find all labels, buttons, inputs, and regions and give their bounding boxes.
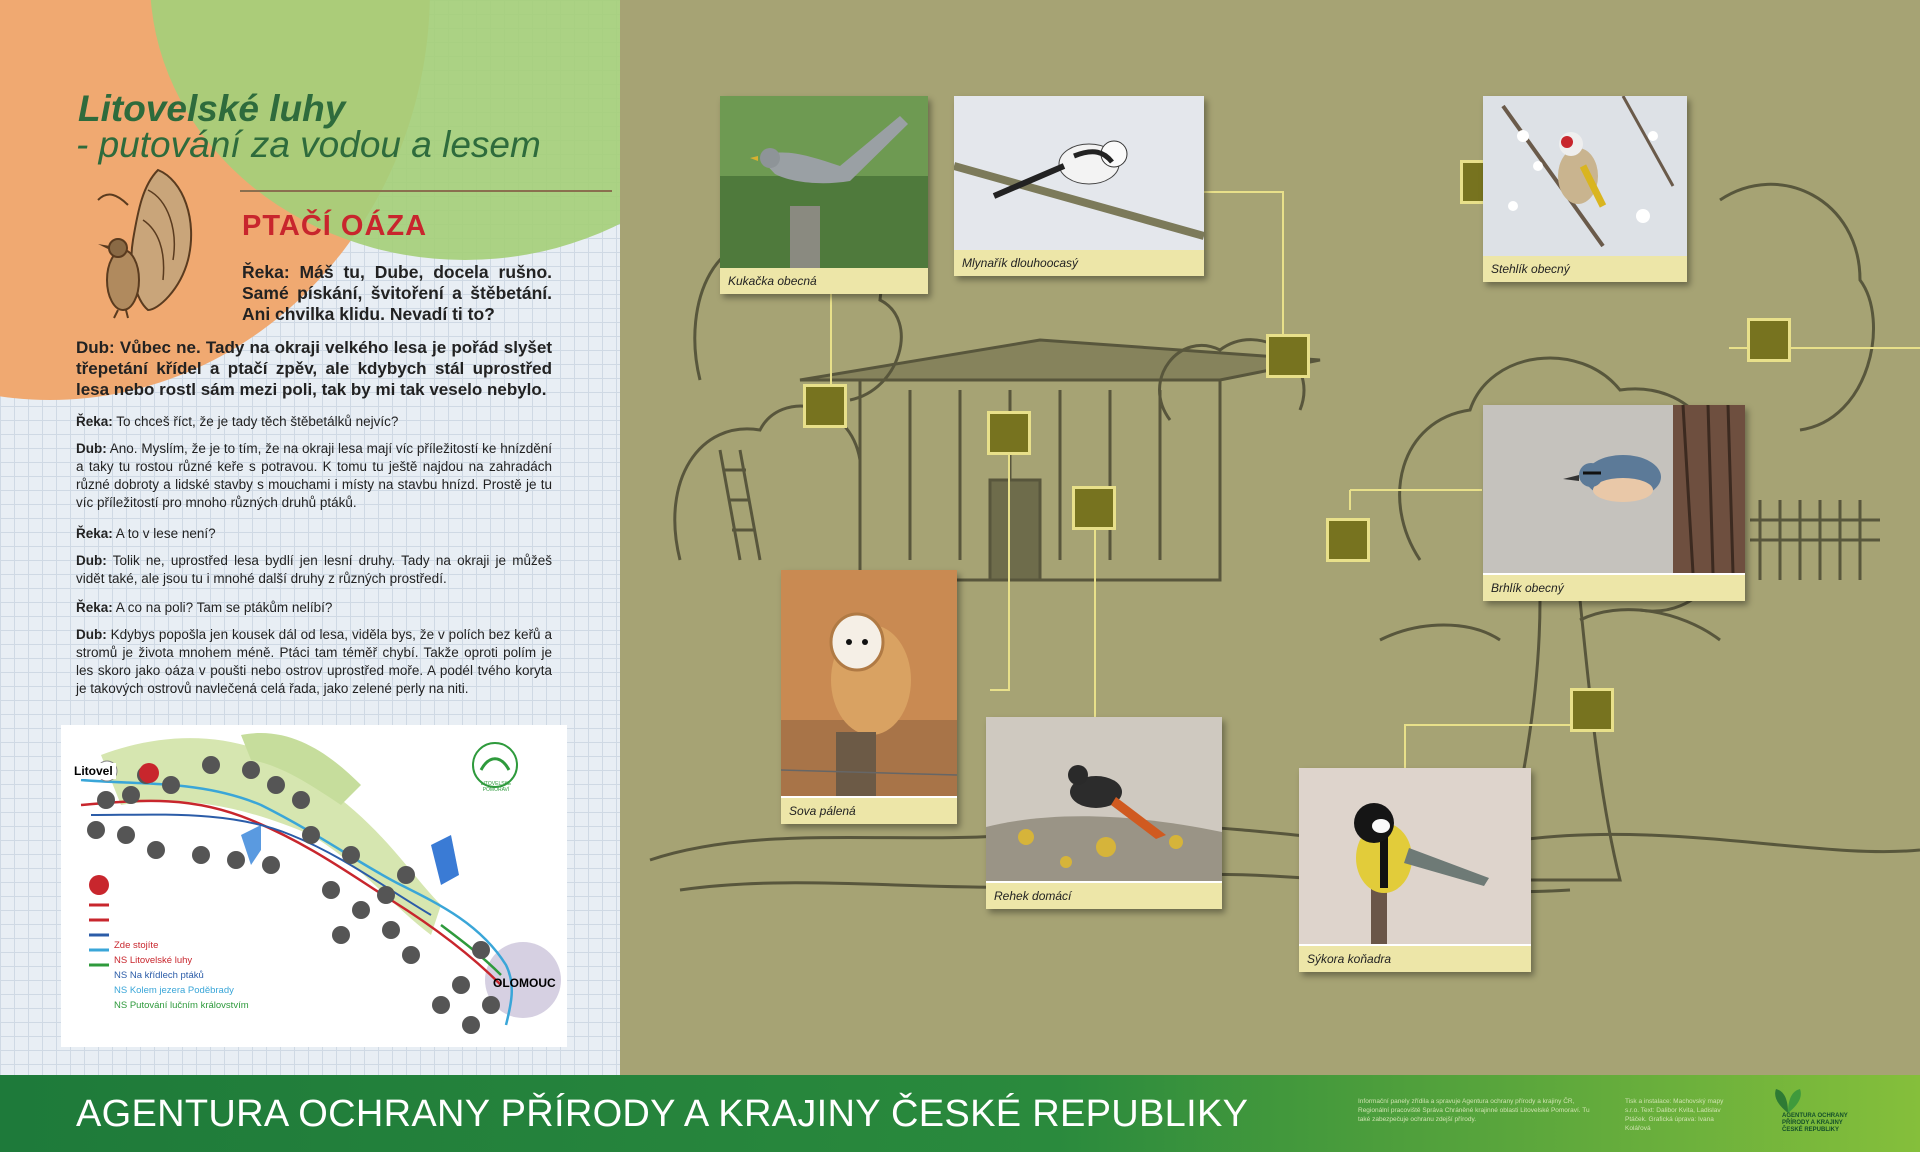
legend-item: NS Kolem jezera Poděbrady (114, 985, 234, 996)
speaker-label: Dub: (76, 627, 107, 642)
dialogue-text: Vůbec ne. Tady na okraji velkého lesa je pořád slyšet třepetání křídel a ptačí zpěv, ale kdybych stál uprostřed lesa nebo rostl sám mezi poli, tak by mi tak veselo nebylo. (76, 338, 552, 399)
info-panel (0, 0, 620, 1075)
kukacka-photo (720, 96, 928, 268)
bird-caption: Stehlík obecný (1483, 256, 1687, 282)
bird-caption: Mlynařík dlouhoocasý (954, 250, 1204, 276)
footer-agency-title: AGENTURA OCHRANY PŘÍRODY A KRAJINY ČESKÉ REPUBLIKY (76, 1093, 1249, 1135)
footer-credits-text: Tisk a instalace: Machovský mapy s.r.o. Text: Dalibor Kvita, Ladislav Ptáček. Grafická úprava: Ivana Kolářová (1625, 1098, 1724, 1132)
dialogue-text: Kdybys popošla jen kousek dál od lesa, viděla bys, že v polích bez keřů a stromů je života mnohem méně. Ptáci tam téměř chybí. Takže oproti polím je les skoro jako oáza v poušti nebo ostrov uprostřed moře. A podél tvého koryta je takových ostrovů navlečená celá řada, jako zelené perly na niti. (76, 627, 552, 696)
sykora-photo (1299, 768, 1531, 944)
speaker-label: Řeka: (242, 262, 290, 282)
stehlik-photo (1483, 96, 1687, 256)
speaker-label: Dub: (76, 338, 115, 357)
section-title: PTAČÍ OÁZA (242, 210, 428, 242)
legend-item: Zde stojíte (114, 940, 159, 951)
dialogue-line (76, 552, 552, 588)
intro-paragraph (242, 262, 552, 325)
title-divider (240, 190, 612, 192)
connector-marker (1326, 518, 1370, 562)
dialogue-line (76, 440, 552, 512)
mlynarik-photo (954, 96, 1204, 254)
map-label-olomouc: OLOMOUC (493, 976, 556, 990)
panel-title: Litovelské luhy (78, 88, 346, 129)
bird-nest-illustration (88, 160, 208, 320)
sova-photo (781, 570, 957, 796)
connector-marker (1747, 318, 1791, 362)
dialogue-text: Tolik ne, uprostřed lesa bydlí jen lesní druhy. Tady na okraji je můžeš vidět také, ale jsou tu i mnohé další druhy z různých prostředí. (76, 553, 552, 586)
dialogue-line (76, 413, 552, 431)
map-legend (114, 938, 249, 1013)
bird-card-sykora (1299, 768, 1531, 972)
bird-caption: Brhlík obecný (1483, 575, 1745, 601)
leaf-logo-icon (1768, 1085, 1808, 1115)
speaker-label: Řeka: (76, 414, 113, 429)
legend-item: NS Litovelské luhy (114, 955, 193, 966)
dialogue-text: Ano. Myslím, že je to tím, že na okraji lesa mají víc příležitostí ke hnízdění a taky tu rostou různé keře s potravou. K tomu tu ještě najdou na zahradách různé dobroty a lidské stavby s mouchami i místy na stavbu hnízd. Prostě je tu víc příležitostí pro mnoho různých druhů ptáků. (76, 441, 552, 510)
connector-marker (1570, 688, 1614, 732)
dialogue-text: A co na poli? Tam se ptákům nelíbí? (112, 600, 333, 615)
speaker-label: Řeka: (76, 526, 113, 541)
bird-card-mlynarik (954, 96, 1204, 276)
panel-subtitle: - putování za vodou a lesem (76, 124, 541, 165)
dialogue-text: A to v lese není? (112, 526, 216, 541)
footer-banner (0, 1075, 1920, 1152)
bird-scene (620, 0, 1920, 1075)
bird-caption: Sova pálená (781, 798, 957, 824)
dialogue-line (76, 599, 552, 617)
brhlik-photo (1483, 405, 1745, 573)
lead-paragraph (76, 337, 552, 400)
park-badge-text: LITOVELSKÉ POMORAVÍ (480, 781, 512, 793)
dialogue-text: To chceš říct, že je tady těch štěbetálků nejvíc? (112, 414, 399, 429)
speaker-label: Řeka: (76, 600, 113, 615)
bird-caption: Rehek domácí (986, 883, 1222, 909)
connector-marker (1072, 486, 1116, 530)
agency-logo (1762, 1085, 1852, 1145)
dialogue-line (76, 626, 552, 698)
trail-map (61, 725, 567, 1047)
connector-marker (803, 384, 847, 428)
speaker-label: Dub: (76, 553, 107, 568)
dialogue-text: Máš tu, Dube, docela rušno. Samé pískání, švitoření a štěbetání. Ani chvilka klidu. Nevadí ti to? (242, 262, 552, 324)
map-label-litovel: Litovel (71, 763, 116, 779)
bird-card-sova (781, 570, 957, 824)
bird-card-stehlik (1483, 96, 1687, 282)
bird-caption: Kukačka obecná (720, 268, 928, 294)
footer-info-text: Informační panely zřídila a spravuje Agentura ochrany přírody a krajiny ČR, Regionální pracoviště Správa Chráněné krajinné oblasti Litovelské Pomoraví. Tu také zabezpečuje ochranu zdejší přírody. (1358, 1098, 1590, 1123)
connector-marker (987, 411, 1031, 455)
dialogue-line (76, 525, 552, 543)
bird-card-brhlik (1483, 405, 1745, 601)
bird-card-rehek (986, 717, 1222, 909)
speaker-label: Dub: (76, 441, 107, 456)
legend-item: NS Na křídlech ptáků (114, 970, 204, 981)
connector-marker (1266, 334, 1310, 378)
legend-item: NS Putování lučním královstvím (114, 1000, 249, 1011)
rehek-photo (986, 717, 1222, 881)
logo-text: AGENTURA OCHRANY PŘÍRODY A KRAJINY ČESKÉ REPUBLIKY (1782, 1113, 1848, 1133)
bird-card-kukacka (720, 96, 928, 294)
bird-caption: Sýkora koňadra (1299, 946, 1531, 972)
